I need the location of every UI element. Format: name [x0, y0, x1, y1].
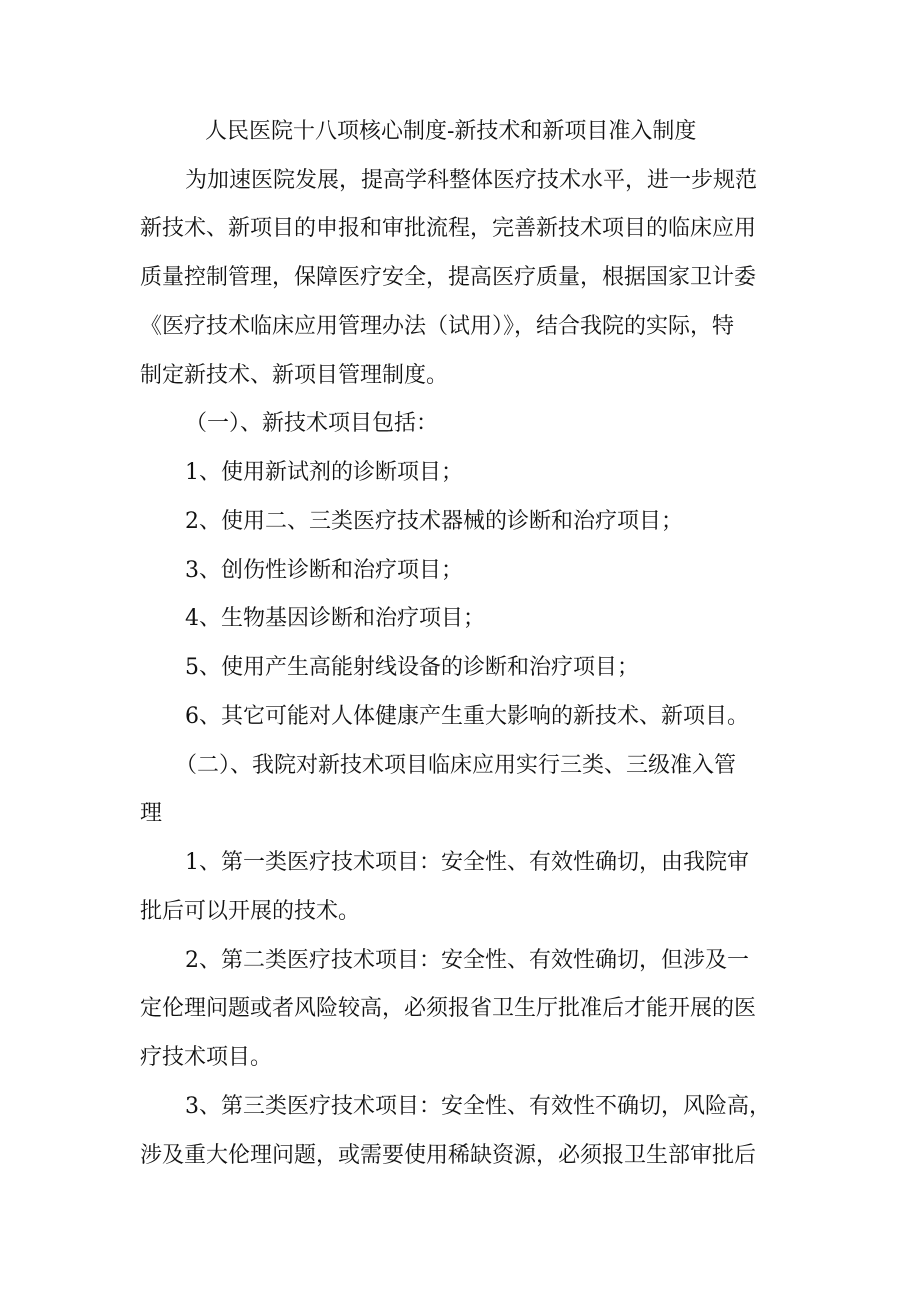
document-title: 人民医院十八项核心制度-新技术和新项目准入制度 [205, 119, 697, 144]
section2-heading-line-1: （二）、我院对新技术项目临床应用实行三类、三级准入管 [175, 753, 737, 778]
category1-line-1: 1、第一类医疗技术项目：安全性、有效性确切，由我院审 [185, 850, 749, 875]
intro-line-1: 为加速医院发展，提高学科整体医疗技术水平，进一步规范 [185, 168, 758, 193]
category1-line-2: 批后可以开展的技术。 [140, 899, 361, 924]
intro-line-3: 质量控制管理，保障医疗安全，提高医疗质量，根据国家卫计委 [140, 265, 757, 290]
intro-line-4: 《医疗技术临床应用管理办法（试用）》，结合我院的实际，特 [140, 314, 735, 339]
section1-item-4: 4、生物基因诊断和治疗项目； [185, 606, 485, 631]
category3-line-1: 3、第三类医疗技术项目：安全性、有效性不确切，风险高， [185, 1094, 771, 1119]
category2-line-1: 2、第二类医疗技术项目：安全性、有效性确切，但涉及一 [185, 948, 749, 973]
category2-line-2: 定伦理问题或者风险较高，必须报省卫生厅批准后才能开展的医 [140, 996, 757, 1021]
section1-heading: （一）、新技术项目包括： [185, 411, 439, 436]
intro-line-2: 新技术、新项目的申报和审批流程，完善新技术项目的临床应用 [140, 216, 757, 241]
section1-item-5: 5、使用产生高能射线设备的诊断和治疗项目； [185, 655, 639, 680]
category2-line-3: 疗技术项目。 [140, 1045, 273, 1070]
section1-item-3: 3、创伤性诊断和治疗项目； [185, 558, 463, 583]
section1-item-6: 6、其它可能对人体健康产生重大影响的新技术、新项目。 [185, 704, 749, 729]
intro-line-5: 制定新技术、新项目管理制度。 [140, 363, 449, 388]
section1-item-1: 1、使用新试剂的诊断项目； [185, 460, 463, 485]
section1-item-2: 2、使用二、三类医疗技术器械的诊断和治疗项目； [185, 509, 683, 534]
category3-line-2: 涉及重大伦理问题，或需要使用稀缺资源，必须报卫生部审批后 [140, 1143, 757, 1168]
section2-heading-line-2: 理 [140, 801, 163, 826]
